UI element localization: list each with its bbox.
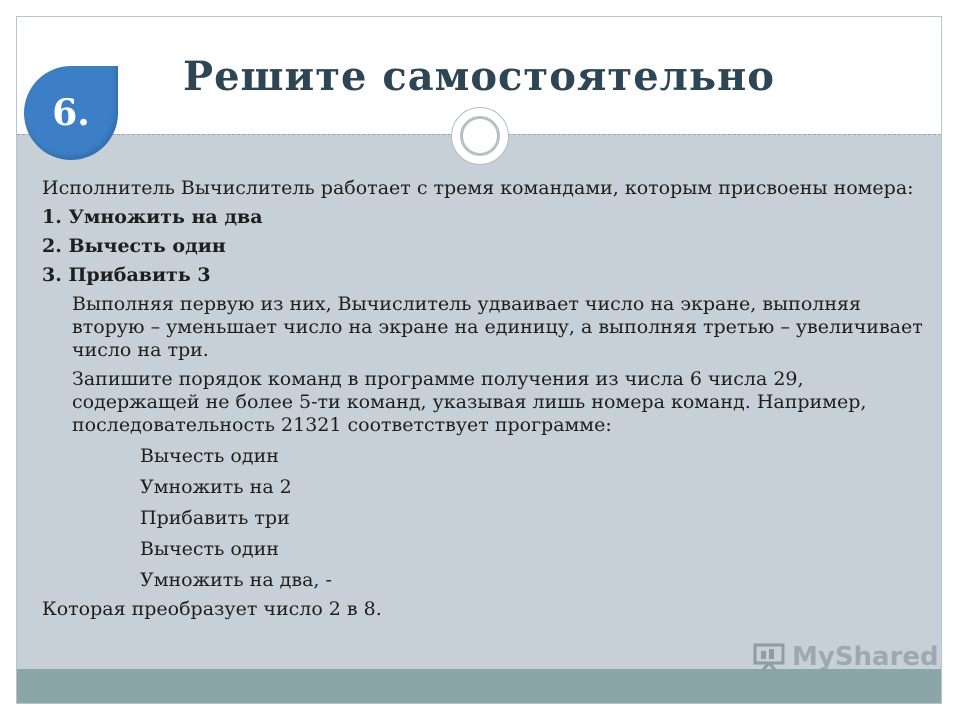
task-text: Запишите порядок команд в программе получения из числа 6 числа 29, содержащей не более 5-ти команд, указывая лишь номера команд. Например, последовательность 21321 соответствует программе:: [72, 368, 867, 436]
slide-number: 6.: [52, 92, 90, 134]
intro-text: Исполнитель Вычислитель работает с тремя командами, которым присвоены номера:: [42, 177, 914, 199]
example-step-2: Умножить на 2: [140, 476, 292, 498]
conclusion-text: Которая преобразует число 2 в 8.: [42, 598, 382, 620]
example-step-3: Прибавить три: [140, 507, 290, 529]
command-1: 1. Умножить на два: [42, 206, 263, 228]
slide-body: [42, 177, 927, 621]
footer-band: [17, 669, 941, 704]
slide-number-badge: [24, 66, 118, 160]
example-step-1: Вычесть один: [140, 445, 279, 467]
ring-ornament: [451, 107, 509, 165]
command-3: 3. Прибавить 3: [42, 264, 211, 286]
watermark-logo: [752, 640, 939, 674]
description-text: Выполняя первую из них, Вычислитель удваивает число на экране, выполняя вторую – уменьшает число на экране на единицу, а выполняя третью – увеличивает число на три.: [72, 293, 923, 361]
example-step-4: Вычесть один: [140, 538, 279, 560]
presentation-board-icon: [752, 642, 786, 672]
ring-ornament-inner: [460, 116, 500, 156]
command-2: 2. Вычесть один: [42, 235, 226, 257]
example-step-5: Умножить на два, -: [140, 569, 332, 591]
watermark-text: MyShared: [792, 642, 939, 672]
slide: [16, 16, 942, 704]
slide-title: Решите самостоятельно: [183, 53, 775, 100]
